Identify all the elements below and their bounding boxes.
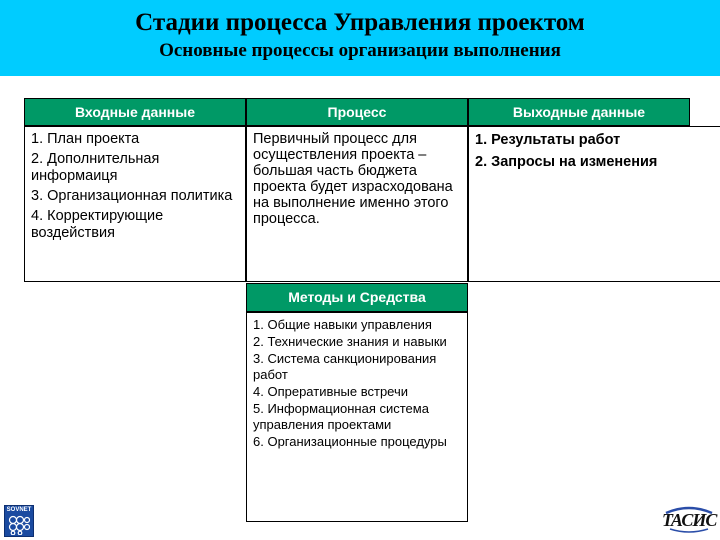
output-item: 1. Результаты работ (475, 132, 621, 148)
sovnet-logo (4, 505, 34, 537)
header-banner (0, 0, 720, 76)
input-item: 2. Дополнительная информаиця (31, 151, 160, 184)
process-cell (246, 126, 468, 282)
output-item: 2. Запросы на изменения (475, 154, 658, 170)
inputs-cell (24, 126, 246, 282)
methods-cell (246, 312, 468, 522)
input-item: 4. Корректирующие воздействия (31, 208, 164, 241)
input-item: 1. План проекта (31, 131, 140, 147)
input-item: 3. Организационная политика (31, 188, 233, 204)
page-subtitle: Основные процессы организации выполнения (159, 40, 561, 61)
outputs-cell (468, 126, 720, 282)
header-inputs: Входные данные (24, 98, 246, 126)
tacis-logo (662, 505, 716, 533)
sovnet-pattern-icon (8, 515, 30, 535)
method-item: 6. Организационные процедуры (253, 434, 447, 449)
sovnet-logo-text: SOVNET (6, 507, 32, 513)
page-title: Стадии процесса Управления проектом (135, 9, 585, 36)
header-methods: Методы и Средства (246, 283, 468, 312)
method-item: 5. Информационная система управления проектами (253, 401, 429, 432)
process-description: Первичный процесс для осуществления проекта – большая часть бюджета проекта будет израсходована на выполнение именно этого процесса. (253, 131, 453, 227)
tacis-logo-text: ТАСИС (662, 510, 717, 530)
method-item: 3. Система санкционирования работ (253, 351, 437, 382)
header-process: Процесс (246, 98, 468, 126)
header-outputs: Выходные данные (468, 98, 690, 126)
method-item: 4. Опрeративные встречи (253, 384, 409, 399)
method-item: 1. Общие навыки управления (253, 317, 432, 332)
method-item: 2. Технические знания и навыки (253, 334, 447, 349)
